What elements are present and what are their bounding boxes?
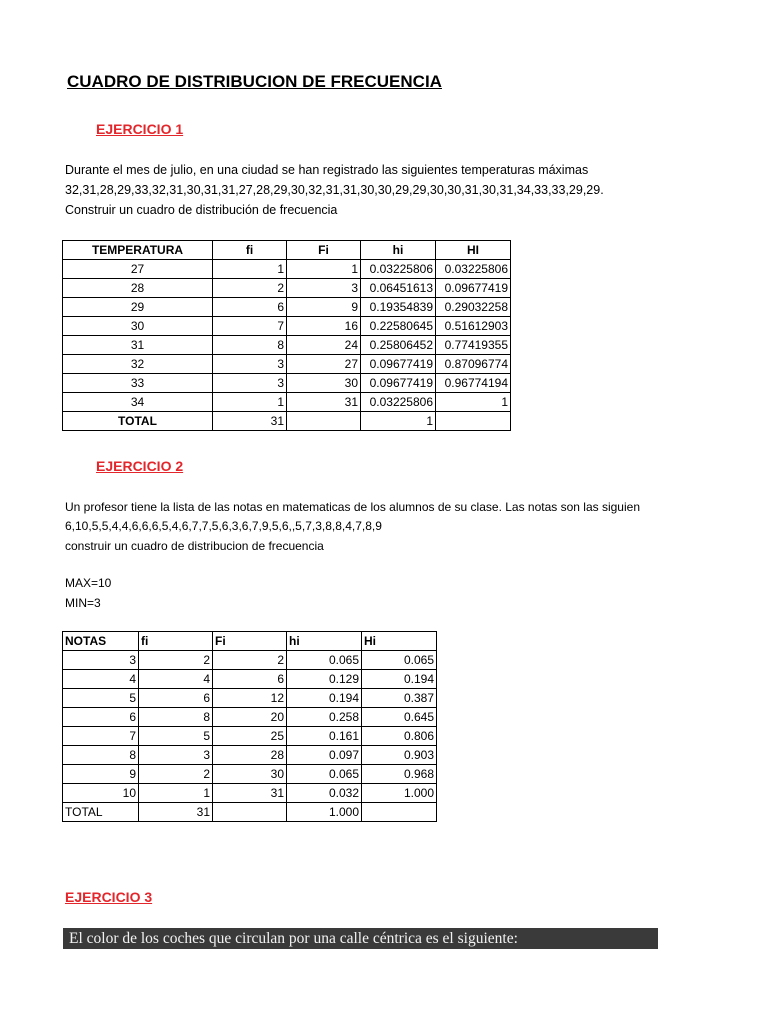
table-row [63, 317, 511, 336]
table-cell: 30 [63, 317, 213, 336]
table-cell: 1 [213, 260, 287, 279]
table-cell: 25 [213, 727, 287, 746]
table-total-row [63, 803, 437, 822]
header-cell: hi [287, 632, 362, 651]
exercise-2-instruction-line: construir un cuadro de distribucion de frecuencia [65, 539, 324, 553]
table-cell: 27 [63, 260, 213, 279]
grades-frequency-table [62, 631, 437, 822]
table-cell: 0.645 [362, 708, 437, 727]
table-cell [362, 803, 437, 822]
table-cell: 10 [63, 784, 139, 803]
table-row [63, 746, 437, 765]
table-header-row [63, 241, 511, 260]
table-cell: 0.09677419 [361, 355, 436, 374]
table-cell: 31 [287, 393, 361, 412]
table-cell: 3 [287, 279, 361, 298]
table-cell [213, 803, 287, 822]
header-cell: fi [139, 632, 213, 651]
table-cell: 1 [436, 393, 511, 412]
table-cell: 0.29032258 [436, 298, 511, 317]
table-cell: 0.065 [362, 651, 437, 670]
exercise-1-data-line: 32,31,28,29,33,32,31,30,31,31,27,28,29,30,32,31,31,30,30,29,29,30,30,31,30,31,34,33,33,29,29. [65, 183, 604, 197]
table-cell: 0.161 [287, 727, 362, 746]
table-cell: 31 [213, 412, 287, 431]
max-value: MAX=10 [65, 576, 112, 590]
table-cell: 0.09677419 [436, 279, 511, 298]
table-cell: 7 [213, 317, 287, 336]
table-cell: 0.25806452 [361, 336, 436, 355]
table-cell: 1 [139, 784, 213, 803]
table-row [63, 670, 437, 689]
table-cell: 30 [213, 765, 287, 784]
total-label: TOTAL [63, 803, 139, 822]
table-cell: 9 [287, 298, 361, 317]
table-cell: 9 [63, 765, 139, 784]
table-cell [287, 412, 361, 431]
table-cell: 4 [139, 670, 213, 689]
table-cell: 0.806 [362, 727, 437, 746]
temperature-frequency-table [62, 240, 511, 431]
header-cell: hi [361, 241, 436, 260]
table-row [63, 784, 437, 803]
table-cell: 0.065 [287, 765, 362, 784]
table-cell: 1.000 [287, 803, 362, 822]
table-row [63, 689, 437, 708]
table-cell: 0.09677419 [361, 374, 436, 393]
table-cell: 31 [139, 803, 213, 822]
table-cell: 0.19354839 [361, 298, 436, 317]
table-row [63, 393, 511, 412]
table-row [63, 279, 511, 298]
table-cell: 2 [139, 765, 213, 784]
table-row [63, 708, 437, 727]
header-cell: HI [436, 241, 511, 260]
exercise-3-statement-banner: El color de los coches que circulan por una calle céntrica es el siguiente: [63, 928, 658, 949]
table-cell: 3 [63, 651, 139, 670]
exercise-2-heading: EJERCICIO 2 [96, 458, 184, 474]
table-row [63, 355, 511, 374]
table-cell: 0.51612903 [436, 317, 511, 336]
table-cell: 7 [63, 727, 139, 746]
table-cell: 1 [361, 412, 436, 431]
table-cell: 0.77419355 [436, 336, 511, 355]
table-cell: 6 [139, 689, 213, 708]
table-cell: 33 [63, 374, 213, 393]
table-cell: 27 [287, 355, 361, 374]
table-cell: 12 [213, 689, 287, 708]
header-cell: TEMPERATURA [63, 241, 213, 260]
table-row [63, 765, 437, 784]
min-value: MIN=3 [65, 596, 101, 610]
table-cell: 0.96774194 [436, 374, 511, 393]
exercise-1-text-line: Durante el mes de julio, en una ciudad se han registrado las siguientes temperaturas máximas [65, 163, 589, 177]
table-cell: 31 [63, 336, 213, 355]
table-cell: 0.22580645 [361, 317, 436, 336]
header-cell: fi [213, 241, 287, 260]
header-cell: Fi [287, 241, 361, 260]
table-cell: 30 [287, 374, 361, 393]
table-cell: 29 [63, 298, 213, 317]
table-row [63, 298, 511, 317]
page-title: CUADRO DE DISTRIBUCION DE FRECUENCIA [67, 72, 442, 91]
table-cell: 6 [213, 670, 287, 689]
table-cell: 6 [63, 708, 139, 727]
table-cell: 0.968 [362, 765, 437, 784]
table-cell: 1 [213, 393, 287, 412]
exercise-1-heading: EJERCICIO 1 [96, 121, 184, 137]
table-cell [436, 412, 511, 431]
table-cell: 24 [287, 336, 361, 355]
table-cell: 3 [213, 374, 287, 393]
exercise-1-instruction-line: Construir un cuadro de distribución de frecuencia [65, 203, 338, 217]
table-cell: 0.03225806 [436, 260, 511, 279]
table-cell: 3 [213, 355, 287, 374]
table-cell: 0.06451613 [361, 279, 436, 298]
table-row [63, 374, 511, 393]
table-cell: 28 [213, 746, 287, 765]
table-cell: 0.194 [287, 689, 362, 708]
header-cell: Fi [213, 632, 287, 651]
table-cell: 2 [213, 279, 287, 298]
table-row [63, 336, 511, 355]
table-cell: 0.387 [362, 689, 437, 708]
header-cell: Hi [362, 632, 437, 651]
exercise-2-data-line: 6,10,5,5,4,4,6,6,6,5,4,6,7,7,5,6,3,6,7,9,5,6,,5,7,3,8,8,4,7,8,9 [65, 519, 382, 533]
table-cell: 6 [213, 298, 287, 317]
table-cell: 1 [287, 260, 361, 279]
table-cell: 1.000 [362, 784, 437, 803]
header-cell: NOTAS [63, 632, 139, 651]
table-row [63, 727, 437, 746]
table-cell: 2 [213, 651, 287, 670]
table-cell: 31 [213, 784, 287, 803]
table-cell: 0.903 [362, 746, 437, 765]
table-cell: 0.03225806 [361, 393, 436, 412]
exercise-3-heading: EJERCICIO 3 [65, 889, 153, 905]
table-cell: 0.032 [287, 784, 362, 803]
table-cell: 2 [139, 651, 213, 670]
table-cell: 0.097 [287, 746, 362, 765]
table-cell: 5 [63, 689, 139, 708]
table-cell: 28 [63, 279, 213, 298]
table-cell: 3 [139, 746, 213, 765]
table-row [63, 651, 437, 670]
table-row [63, 260, 511, 279]
table-cell: 0.03225806 [361, 260, 436, 279]
table-header-row [63, 632, 437, 651]
table-cell: 20 [213, 708, 287, 727]
table-cell: 5 [139, 727, 213, 746]
table-cell: 0.87096774 [436, 355, 511, 374]
table-cell: 0.065 [287, 651, 362, 670]
table-cell: 16 [287, 317, 361, 336]
total-label: TOTAL [63, 412, 213, 431]
table-total-row [63, 412, 511, 431]
table-cell: 0.129 [287, 670, 362, 689]
table-cell: 0.258 [287, 708, 362, 727]
table-cell: 32 [63, 355, 213, 374]
table-cell: 8 [63, 746, 139, 765]
table-cell: 4 [63, 670, 139, 689]
table-cell: 8 [213, 336, 287, 355]
table-cell: 34 [63, 393, 213, 412]
table-cell: 8 [139, 708, 213, 727]
exercise-2-text-line: Un profesor tiene la lista de las notas en matematicas de los alumnos de su clase. Las notas son las siguien [65, 500, 640, 514]
table-cell: 0.194 [362, 670, 437, 689]
